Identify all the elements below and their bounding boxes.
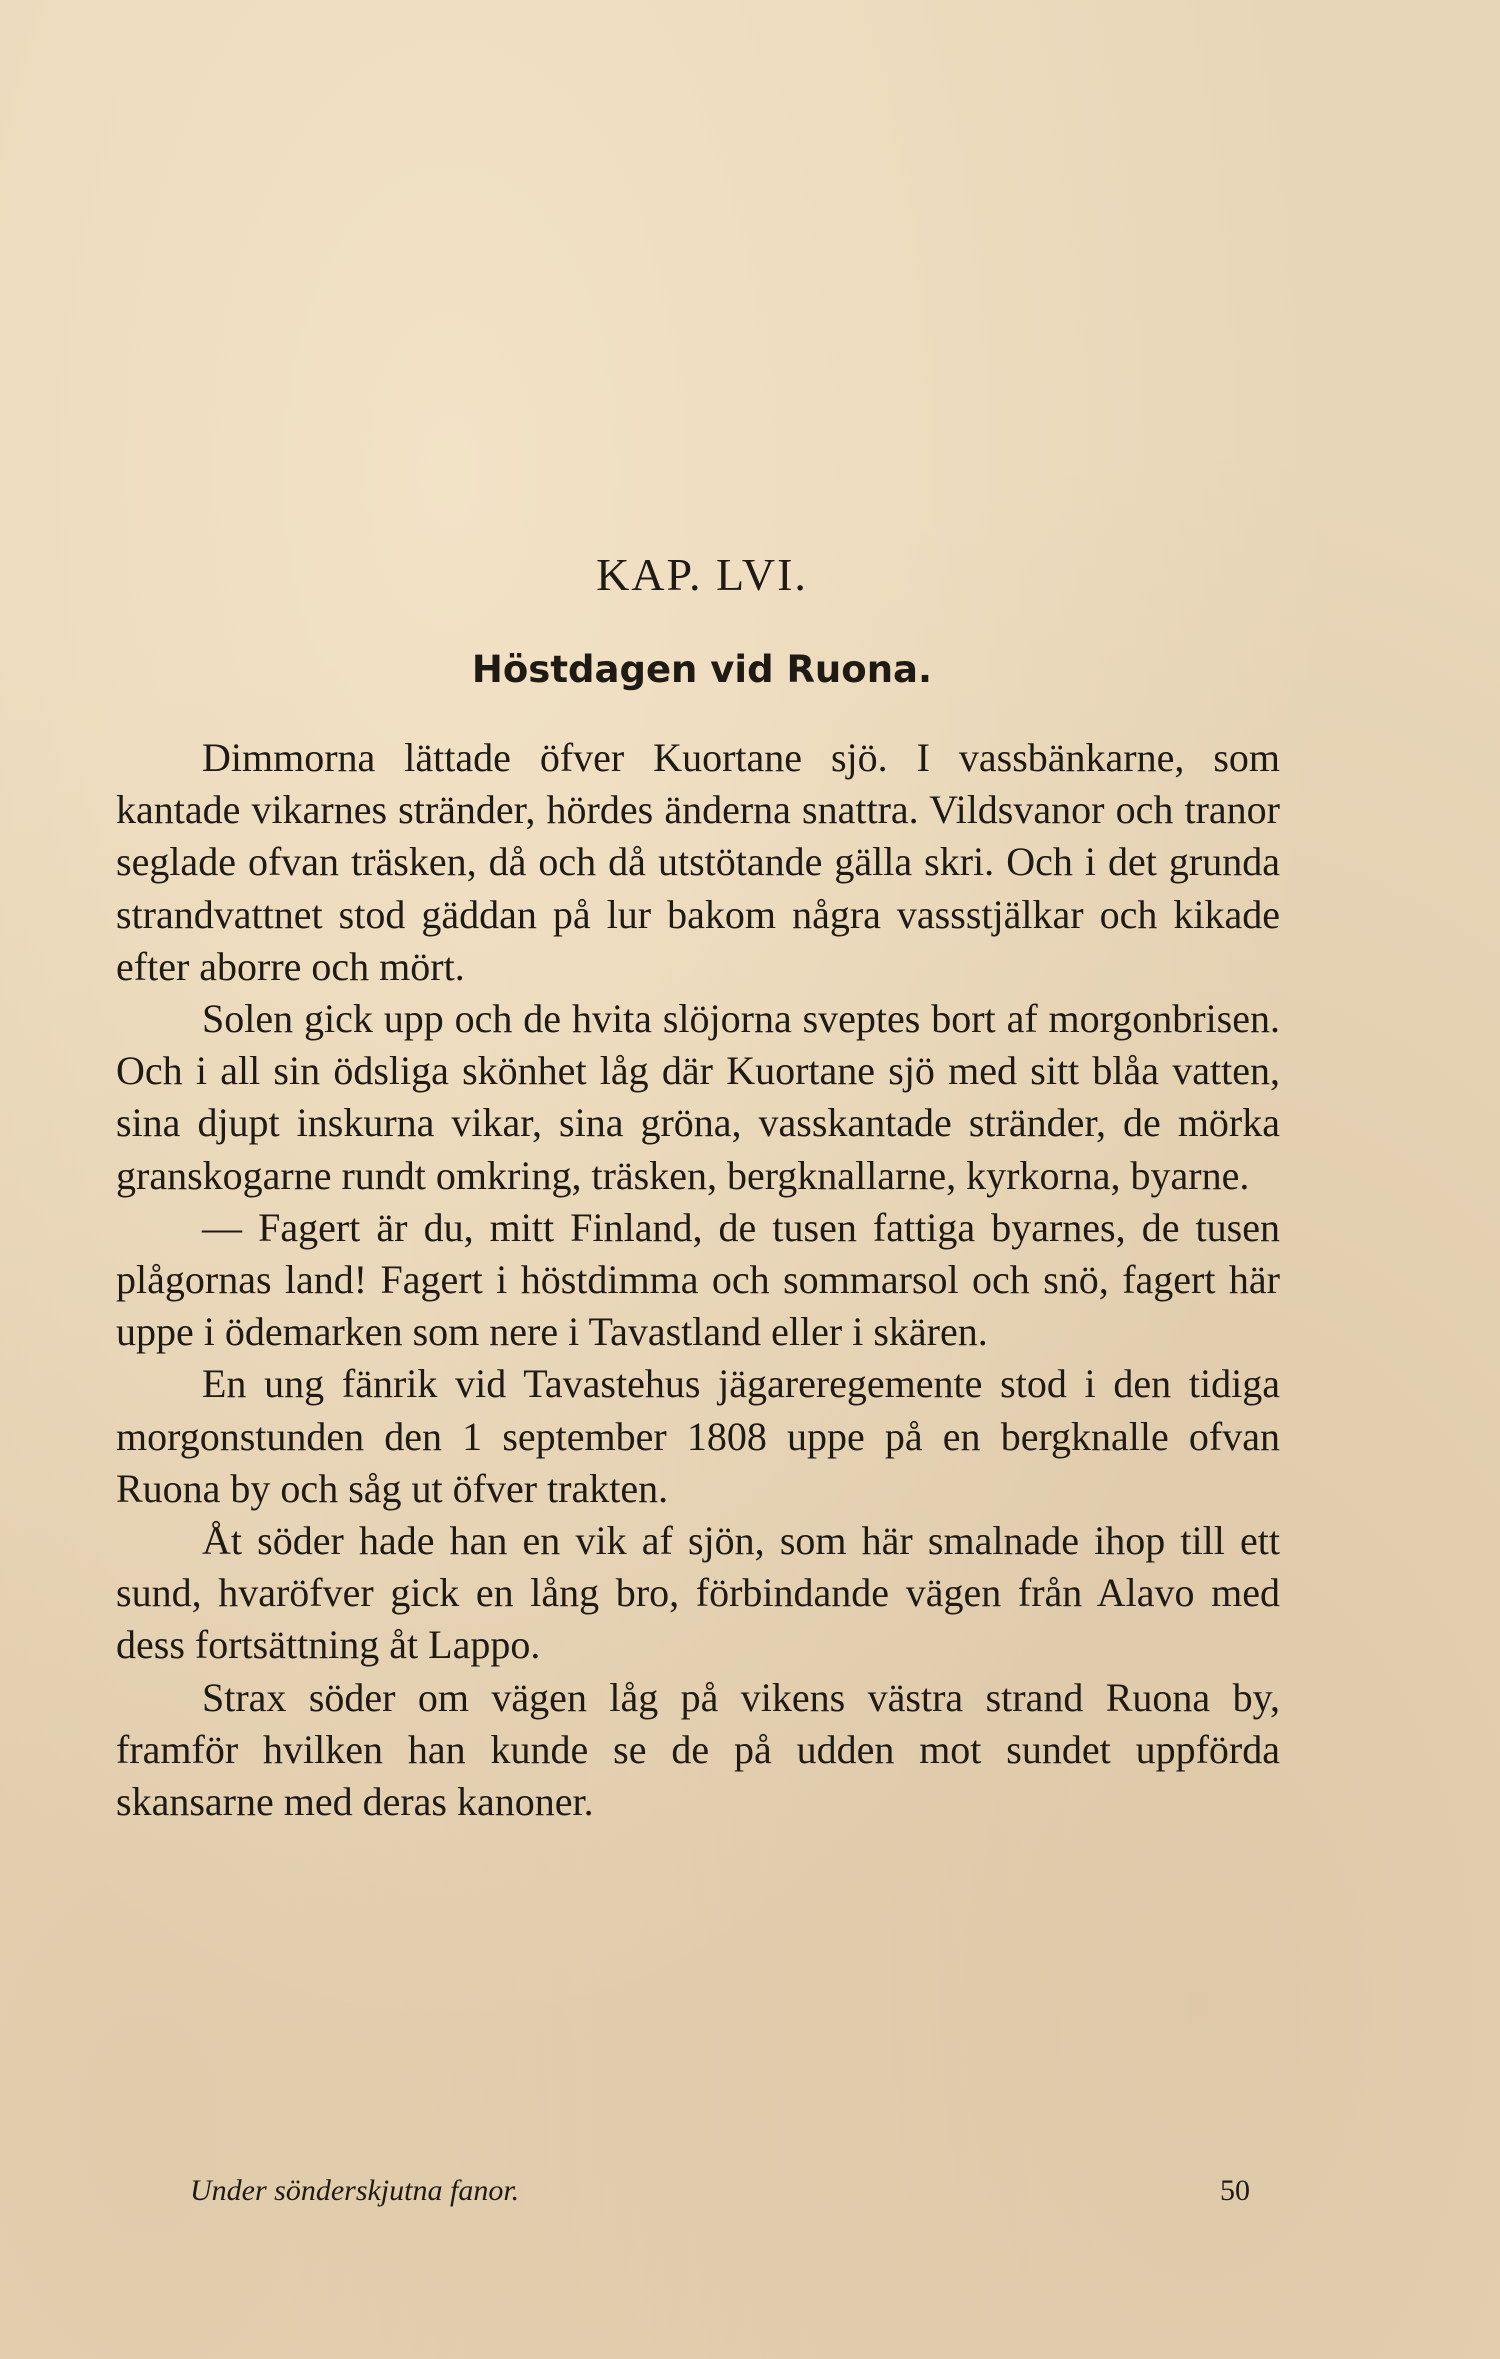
chapter-title: Höstdagen vid Ruona. bbox=[471, 648, 933, 691]
paragraph: Dimmorna lättade öfver Kuortane sjö. I vassbänkarne, som kantade vikarnes stränder, hördes änderna snattra. Vildsvanor och tranor seglade ofvan träsken, då och då utstötande gälla skri. Och i det grunda strandvattnet stod gäddan på lur bakom några vassstjälkar och kikade efter aborre och mört. bbox=[116, 735, 1280, 989]
body-text bbox=[116, 732, 1280, 1828]
paragraph: Strax söder om vägen låg på vikens västra strand Ruona by, framför hvilken han kunde se de på udden mot sundet uppförda skansarne med deras kanoner. bbox=[116, 1674, 1280, 1825]
page-number: 50 bbox=[1220, 2174, 1250, 2207]
paragraph: — Fagert är du, mitt Finland, de tusen fattiga byarnes, de tusen plågornas land! Fagert i höstdimma och sommarsol och snö, fagert här uppe i ödemarken som nere i Tavastland eller i skären. bbox=[116, 1204, 1280, 1355]
paragraph: Solen gick upp och de hvita slöjorna sveptes bort af morgonbrisen. Och i all sin ödsliga skönhet låg där Kuortane sjö med sitt blåa vatten, sina djupt inskurna vikar, sina gröna, vasskantade stränder, de mörka granskogarne rundt omkring, träsken, bergknallarne, kyrkorna, byarne. bbox=[116, 996, 1280, 1198]
running-footer-title: Under sönderskjutna fanor. bbox=[190, 2174, 520, 2207]
paragraph: En ung fänrik vid Tavastehus jägareregemente stod i den tidiga morgonstunden den 1 september 1808 uppe på en bergknalle ofvan Ruona by och såg ut öfver trakten. bbox=[116, 1361, 1280, 1511]
chapter-heading: KAP. LVI. bbox=[596, 549, 808, 600]
page-footer bbox=[190, 2174, 1250, 2208]
paragraph: Åt söder hade han en vik af sjön, som här smalnade ihop till ett sund, hvaröfver gick en lång bro, förbindande vägen från Alavo med dess fortsättning åt Lappo. bbox=[116, 1518, 1280, 1668]
